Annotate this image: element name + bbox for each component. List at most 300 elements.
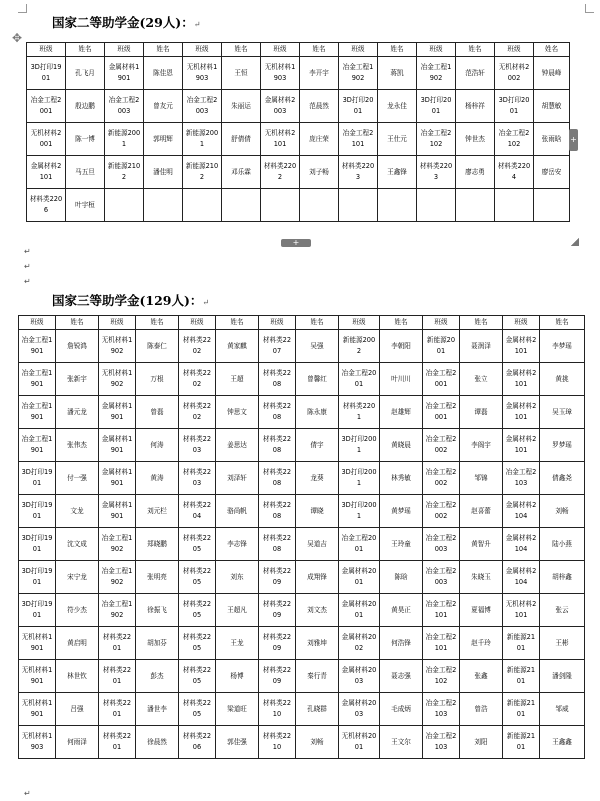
cell-name[interactable] [144, 189, 183, 222]
header-cell-name[interactable]: 姓名 [222, 43, 261, 57]
cell-name[interactable]: 秦行青 [296, 660, 339, 693]
header-cell-class[interactable]: 班级 [19, 316, 56, 330]
cell-class[interactable]: 冶金工程2101 [423, 594, 460, 627]
cell-name[interactable]: 龙葵 [296, 462, 339, 495]
cell-name[interactable]: 范晨然 [300, 90, 339, 123]
cell-class[interactable]: 新能源2101 [503, 693, 540, 726]
cell-name[interactable]: 刘泽轩 [216, 462, 259, 495]
cell-class[interactable]: 冶金工程2003 [423, 528, 460, 561]
cell-class[interactable]: 冶金工程1901 [19, 330, 56, 363]
cell-name[interactable]: 陈永康 [296, 396, 339, 429]
cell-class[interactable]: 无机材料1903 [183, 57, 222, 90]
cell-class[interactable]: 无机材料1903 [19, 726, 56, 759]
cell-class[interactable]: 材料类2206 [27, 189, 66, 222]
cell-name[interactable]: 孔飞月 [66, 57, 105, 90]
cell-name[interactable]: 李开宇 [300, 57, 339, 90]
cell-name[interactable]: 陈佳恩 [144, 57, 183, 90]
cell-name[interactable]: 曾馨红 [296, 363, 339, 396]
header-cell-class[interactable]: 班级 [495, 43, 534, 57]
cell-class[interactable]: 冶金工程2001 [27, 90, 66, 123]
cell-class[interactable]: 冶金工程2003 [423, 561, 460, 594]
cell-name[interactable]: 黄智升 [460, 528, 503, 561]
table-resize-handle-icon[interactable] [571, 238, 579, 246]
cell-name[interactable]: 王龙 [216, 627, 259, 660]
cell-name[interactable]: 舒倩倩 [222, 123, 261, 156]
cell-class[interactable]: 材料类2202 [261, 156, 300, 189]
cell-class[interactable]: 材料类2208 [259, 495, 296, 528]
cell-class[interactable]: 无机材料2001 [27, 123, 66, 156]
cell-name[interactable]: 黄家麒 [216, 330, 259, 363]
cell-class[interactable]: 材料类2205 [179, 528, 216, 561]
cell-name[interactable]: 曾浩 [460, 693, 503, 726]
cell-name[interactable]: 张明亮 [136, 561, 179, 594]
header-cell-class[interactable]: 班级 [99, 316, 136, 330]
cell-class[interactable]: 材料类2207 [259, 330, 296, 363]
cell-class[interactable]: 无机材料2001 [339, 726, 380, 759]
cell-name[interactable]: 毛成炳 [380, 693, 423, 726]
header-cell-name[interactable]: 姓名 [378, 43, 417, 57]
cell-name[interactable]: 王玲童 [380, 528, 423, 561]
table-row [19, 627, 585, 660]
cell-name[interactable]: 孔晓群 [296, 693, 339, 726]
cell-name[interactable] [222, 189, 261, 222]
cell-class[interactable]: 金属材料2002 [339, 627, 380, 660]
cell-class[interactable]: 材料类2201 [99, 726, 136, 759]
cell-class[interactable]: 材料类2208 [259, 429, 296, 462]
cell-class[interactable]: 3D打印2001 [339, 495, 380, 528]
cell-name[interactable]: 谭磊 [460, 396, 503, 429]
cell-name[interactable]: 彭杰 [136, 660, 179, 693]
table-row [19, 396, 585, 429]
cell-class[interactable]: 金属材料2101 [503, 429, 540, 462]
table-third-class-grants [18, 315, 585, 759]
cell-class[interactable]: 材料类2209 [259, 660, 296, 693]
cell-name[interactable]: 潘剑隆 [540, 660, 585, 693]
cell-name[interactable]: 赵千玲 [460, 627, 503, 660]
cell-class[interactable]: 3D打印2001 [339, 462, 380, 495]
cell-class[interactable]: 材料类2208 [259, 363, 296, 396]
header-cell-name[interactable]: 姓名 [66, 43, 105, 57]
table-move-handle-icon[interactable]: ✥ [11, 31, 23, 45]
cell-class[interactable]: 材料类2209 [259, 627, 296, 660]
cell-name[interactable]: 朱丽运 [222, 90, 261, 123]
cell-name[interactable]: 吴道吉 [296, 528, 339, 561]
cell-class[interactable]: 新能源2102 [105, 156, 144, 189]
cell-class[interactable]: 冶金工程1902 [339, 57, 378, 90]
cell-name[interactable]: 邓乐霖 [222, 156, 261, 189]
cell-name[interactable]: 叶宇桓 [66, 189, 105, 222]
cell-class[interactable]: 材料类2210 [259, 726, 296, 759]
cell-class[interactable]: 无机材料2101 [503, 594, 540, 627]
cell-class[interactable]: 冶金工程2103 [503, 462, 540, 495]
table-row [19, 429, 585, 462]
cell-class[interactable]: 新能源2101 [503, 726, 540, 759]
cell-name[interactable]: 刘阳 [460, 726, 503, 759]
cell-name[interactable]: 沈文成 [56, 528, 99, 561]
cell-name[interactable]: 朱晓玉 [460, 561, 503, 594]
cell-class[interactable]: 金属材料2001 [339, 561, 380, 594]
header-cell-class[interactable]: 班级 [339, 316, 380, 330]
cell-class[interactable] [417, 189, 456, 222]
header-cell-class[interactable]: 班级 [259, 316, 296, 330]
cell-class[interactable]: 无机材料2002 [495, 57, 534, 90]
cell-class[interactable]: 3D打印1901 [19, 594, 56, 627]
cell-name[interactable]: 刘畅 [296, 726, 339, 759]
cell-class[interactable]: 材料类2209 [259, 594, 296, 627]
cell-class[interactable] [261, 189, 300, 222]
cell-name[interactable]: 宋宁龙 [56, 561, 99, 594]
cell-name[interactable]: 王超凡 [216, 594, 259, 627]
cell-name[interactable]: 夏福博 [460, 594, 503, 627]
cell-name[interactable] [534, 189, 570, 222]
cell-name[interactable]: 王文尔 [380, 726, 423, 759]
cell-name[interactable]: 王超 [216, 363, 259, 396]
cell-name[interactable]: 黄启明 [56, 627, 99, 660]
cell-class[interactable]: 材料类2202 [179, 330, 216, 363]
cell-name[interactable]: 胡梓鑫 [540, 561, 585, 594]
cell-name[interactable]: 成翔锋 [296, 561, 339, 594]
cell-class[interactable]: 材料类2202 [179, 363, 216, 396]
cell-class[interactable]: 材料类2204 [495, 156, 534, 189]
cell-name[interactable]: 徐晨然 [136, 726, 179, 759]
header-cell-class[interactable]: 班级 [417, 43, 456, 57]
cell-class[interactable]: 冶金工程1901 [19, 429, 56, 462]
cell-class[interactable]: 无机材料1903 [261, 57, 300, 90]
cell-class[interactable]: 冶金工程2003 [105, 90, 144, 123]
cell-name[interactable]: 刘元栏 [136, 495, 179, 528]
header-cell-name[interactable]: 姓名 [540, 316, 585, 330]
cell-name[interactable]: 王彬 [540, 627, 585, 660]
cell-name[interactable]: 叶川川 [380, 363, 423, 396]
cell-class[interactable]: 新能源2001 [105, 123, 144, 156]
cell-class[interactable]: 冶金工程1901 [19, 363, 56, 396]
cell-class[interactable]: 材料类2203 [339, 156, 378, 189]
header-cell-name[interactable]: 姓名 [300, 43, 339, 57]
cell-class[interactable]: 无机材料2101 [261, 123, 300, 156]
cell-class[interactable]: 材料类2203 [417, 156, 456, 189]
cell-name[interactable]: 刘东 [216, 561, 259, 594]
table-row [19, 561, 585, 594]
cell-class[interactable]: 冶金工程2102 [417, 123, 456, 156]
cell-class[interactable]: 金属材料2101 [503, 330, 540, 363]
cell-class[interactable]: 金属材料1901 [99, 462, 136, 495]
cell-name[interactable]: 林秀敏 [380, 462, 423, 495]
cell-name[interactable]: 谭晓 [296, 495, 339, 528]
cell-name[interactable]: 郭明辉 [144, 123, 183, 156]
paragraph-mark: ↵ [193, 20, 201, 29]
cell-class[interactable]: 冶金工程2103 [423, 693, 460, 726]
cell-name[interactable]: 张新宇 [56, 363, 99, 396]
paragraph-mark: ↵ [24, 262, 31, 271]
cell-class[interactable]: 金属材料1901 [99, 495, 136, 528]
cell-name[interactable]: 何涛 [136, 429, 179, 462]
cell-name[interactable]: 刘文杰 [296, 594, 339, 627]
cell-name[interactable]: 钟思文 [216, 396, 259, 429]
cell-class[interactable]: 金属材料1901 [99, 396, 136, 429]
cell-name[interactable]: 倩宇 [296, 429, 339, 462]
cell-class[interactable] [495, 189, 534, 222]
cell-class[interactable]: 材料类2205 [179, 594, 216, 627]
cell-class[interactable]: 材料类2208 [259, 528, 296, 561]
cell-class[interactable]: 材料类2203 [179, 462, 216, 495]
cell-class[interactable] [105, 189, 144, 222]
cell-class[interactable]: 冶金工程2101 [339, 123, 378, 156]
cell-class[interactable]: 材料类2205 [179, 660, 216, 693]
cell-name[interactable]: 黄梦瑶 [380, 495, 423, 528]
header-cell-name[interactable]: 姓名 [380, 316, 423, 330]
cell-class[interactable]: 材料类2210 [259, 693, 296, 726]
cell-name[interactable]: 张伟杰 [56, 429, 99, 462]
section2-title-line [52, 291, 209, 309]
cell-class[interactable]: 冶金工程2003 [183, 90, 222, 123]
cell-class[interactable]: 材料类2205 [179, 561, 216, 594]
paragraph-mark: ↵ [24, 247, 31, 256]
table-row [19, 363, 585, 396]
cell-class[interactable]: 材料类2208 [259, 462, 296, 495]
header-cell-class[interactable]: 班级 [27, 43, 66, 57]
cell-class[interactable] [339, 189, 378, 222]
cell-name[interactable]: 李朝阳 [380, 330, 423, 363]
cell-class[interactable]: 金属材料2003 [261, 90, 300, 123]
cell-name[interactable]: 何雨泽 [56, 726, 99, 759]
cell-class[interactable] [183, 189, 222, 222]
cell-name[interactable]: 潘佳明 [144, 156, 183, 189]
cell-name[interactable]: 黄晓晨 [380, 429, 423, 462]
cell-name[interactable]: 符少杰 [56, 594, 99, 627]
cell-class[interactable]: 金属材料2104 [503, 528, 540, 561]
cell-class[interactable]: 无机材料1901 [19, 693, 56, 726]
cell-class[interactable]: 冶金工程1902 [417, 57, 456, 90]
cell-name[interactable]: 马五旦 [66, 156, 105, 189]
header-cell-name[interactable]: 姓名 [456, 43, 495, 57]
header-cell-class[interactable]: 班级 [179, 316, 216, 330]
cell-name[interactable]: 黄涛 [136, 462, 179, 495]
cell-name[interactable]: 李梦瑶 [540, 330, 585, 363]
cell-class[interactable]: 材料类2208 [259, 396, 296, 429]
cell-name[interactable]: 陆小燕 [540, 528, 585, 561]
cell-name[interactable] [300, 189, 339, 222]
cell-name[interactable] [378, 189, 417, 222]
cell-name[interactable]: 黄挑 [540, 363, 585, 396]
cell-name[interactable]: 詹锐鸿 [56, 330, 99, 363]
cell-class[interactable]: 金属材料1901 [105, 57, 144, 90]
cell-class[interactable]: 金属材料2003 [339, 660, 380, 693]
cell-name[interactable]: 文龙 [56, 495, 99, 528]
cell-class[interactable]: 无机材料1902 [99, 330, 136, 363]
cell-name[interactable]: 陈一博 [66, 123, 105, 156]
cell-name[interactable]: 罗梦瑶 [540, 429, 585, 462]
header-cell-class[interactable]: 班级 [423, 316, 460, 330]
cell-name[interactable]: 殷边鹏 [66, 90, 105, 123]
cell-class[interactable]: 无机材料1902 [99, 363, 136, 396]
cell-name[interactable]: 赵喜蕾 [460, 495, 503, 528]
cell-name[interactable]: 王鑫锋 [378, 156, 417, 189]
cell-name[interactable] [456, 189, 495, 222]
cell-class[interactable]: 3D打印1901 [27, 57, 66, 90]
cell-class[interactable]: 金属材料2101 [503, 396, 540, 429]
cell-name[interactable]: 曾友元 [144, 90, 183, 123]
cell-class[interactable]: 无机材料1901 [19, 627, 56, 660]
cell-name[interactable]: 王恒 [222, 57, 261, 90]
cell-name[interactable]: 蒋凯 [378, 57, 417, 90]
cell-class[interactable]: 冶金工程2002 [423, 495, 460, 528]
cell-name[interactable]: 胡慧敏 [534, 90, 570, 123]
cell-name[interactable]: 张鑫 [460, 660, 503, 693]
cell-class[interactable]: 材料类2202 [179, 396, 216, 429]
cell-class[interactable]: 冶金工程2001 [339, 363, 380, 396]
table-row [27, 156, 570, 189]
cell-name[interactable]: 聂志强 [380, 660, 423, 693]
cell-class[interactable]: 冶金工程2101 [423, 627, 460, 660]
cell-name[interactable]: 王鑫鑫 [540, 726, 585, 759]
cell-name[interactable]: 郑晓鹏 [136, 528, 179, 561]
cell-name[interactable]: 邹威 [540, 693, 585, 726]
cell-name[interactable]: 李志锋 [216, 528, 259, 561]
cell-name[interactable]: 范浩轩 [456, 57, 495, 90]
cell-class[interactable]: 材料类2205 [179, 627, 216, 660]
cell-name[interactable]: 廖志勇 [456, 156, 495, 189]
cell-class[interactable]: 金属材料2003 [339, 693, 380, 726]
cell-class[interactable]: 冶金工程1902 [99, 594, 136, 627]
cell-name[interactable]: 万根 [136, 363, 179, 396]
cell-name[interactable]: 刘子畅 [300, 156, 339, 189]
section1-title-line [52, 13, 200, 31]
cell-class[interactable]: 3D打印2001 [339, 90, 378, 123]
cell-class[interactable]: 材料类2204 [179, 495, 216, 528]
header-cell-name[interactable]: 姓名 [460, 316, 503, 330]
cell-name[interactable]: 付一强 [56, 462, 99, 495]
cell-class[interactable]: 材料类2209 [259, 561, 296, 594]
cell-class[interactable]: 新能源2101 [503, 627, 540, 660]
cell-class[interactable]: 冶金工程2102 [423, 660, 460, 693]
cell-class[interactable]: 冶金工程2002 [423, 462, 460, 495]
cell-class[interactable]: 冶金工程2001 [423, 363, 460, 396]
cell-class[interactable]: 冶金工程2002 [423, 429, 460, 462]
table-row [19, 660, 585, 693]
cell-class[interactable]: 金属材料2101 [27, 156, 66, 189]
table-row [27, 57, 570, 90]
cell-class[interactable]: 金属材料2101 [503, 363, 540, 396]
cell-class[interactable]: 材料类2203 [179, 429, 216, 462]
cell-class[interactable]: 材料类2201 [99, 660, 136, 693]
cell-name[interactable]: 聂润泽 [460, 330, 503, 363]
cell-name[interactable]: 黄昊正 [380, 594, 423, 627]
cell-name[interactable]: 庞庄荣 [300, 123, 339, 156]
cell-name[interactable]: 张云 [540, 594, 585, 627]
cell-class[interactable]: 冶金工程1902 [99, 528, 136, 561]
add-column-button[interactable]: + [569, 129, 578, 151]
cell-name[interactable]: 张立 [460, 363, 503, 396]
cell-class[interactable]: 冶金工程2102 [495, 123, 534, 156]
cell-name[interactable]: 钟世杰 [456, 123, 495, 156]
cell-name[interactable]: 刘畅 [540, 495, 585, 528]
cell-name[interactable]: 吕强 [56, 693, 99, 726]
cell-class[interactable]: 冶金工程2001 [339, 528, 380, 561]
header-cell-name[interactable]: 姓名 [144, 43, 183, 57]
cell-class[interactable]: 新能源2102 [183, 156, 222, 189]
cell-class[interactable]: 冶金工程2001 [423, 396, 460, 429]
cell-name[interactable]: 姜思达 [216, 429, 259, 462]
cell-name[interactable]: 杨梓祥 [456, 90, 495, 123]
cell-name[interactable]: 吴强 [296, 330, 339, 363]
cell-class[interactable]: 冶金工程1901 [19, 396, 56, 429]
cell-name[interactable]: 潘元龙 [56, 396, 99, 429]
cell-class[interactable]: 3D打印2001 [339, 429, 380, 462]
cell-name[interactable]: 李阁宇 [460, 429, 503, 462]
header-cell-name[interactable]: 姓名 [534, 43, 570, 57]
cell-name[interactable]: 梁道旺 [216, 693, 259, 726]
cell-name[interactable]: 潘世李 [136, 693, 179, 726]
cell-name[interactable]: 杨博 [216, 660, 259, 693]
cell-name[interactable]: 钟晨峰 [534, 57, 570, 90]
cell-name[interactable]: 陈晗 [380, 561, 423, 594]
cell-class[interactable]: 金属材料2104 [503, 495, 540, 528]
header-cell-class[interactable]: 班级 [105, 43, 144, 57]
header-cell-name[interactable]: 姓名 [136, 316, 179, 330]
cell-name[interactable]: 何浩锋 [380, 627, 423, 660]
cell-name[interactable]: 曾磊 [136, 396, 179, 429]
cell-class[interactable]: 材料类2201 [99, 627, 136, 660]
header-cell-name[interactable]: 姓名 [56, 316, 99, 330]
cell-name[interactable]: 邹锦 [460, 462, 503, 495]
cell-class[interactable]: 3D打印1901 [19, 462, 56, 495]
cell-name[interactable]: 胡加芬 [136, 627, 179, 660]
header-cell-class[interactable]: 班级 [261, 43, 300, 57]
cell-class[interactable]: 金属材料2104 [503, 561, 540, 594]
cell-class[interactable]: 新能源2001 [423, 330, 460, 363]
header-cell-name[interactable]: 姓名 [216, 316, 259, 330]
cell-name[interactable]: 龙永佳 [378, 90, 417, 123]
cell-class[interactable]: 冶金工程1902 [99, 561, 136, 594]
cell-name[interactable]: 廖岳安 [534, 156, 570, 189]
cell-name[interactable]: 赵雄辉 [380, 396, 423, 429]
cell-class[interactable]: 无机材料1901 [19, 660, 56, 693]
header-cell-name[interactable]: 姓名 [296, 316, 339, 330]
cell-class[interactable]: 3D打印2001 [495, 90, 534, 123]
cell-class[interactable]: 3D打印1901 [19, 561, 56, 594]
cell-name[interactable]: 郭佳强 [216, 726, 259, 759]
cell-class[interactable]: 材料类2201 [339, 396, 380, 429]
cell-class[interactable]: 新能源2002 [339, 330, 380, 363]
cell-name[interactable]: 徐振飞 [136, 594, 179, 627]
cell-name[interactable]: 骆尚帆 [216, 495, 259, 528]
cell-name[interactable]: 吴玉璋 [540, 396, 585, 429]
cell-class[interactable]: 3D打印2001 [417, 90, 456, 123]
cell-name[interactable]: 刘雅坤 [296, 627, 339, 660]
cell-class[interactable]: 材料类2205 [179, 693, 216, 726]
cell-name[interactable]: 王仕元 [378, 123, 417, 156]
cell-class[interactable]: 金属材料2001 [339, 594, 380, 627]
paragraph-mark: ↵ [24, 277, 31, 286]
cell-name[interactable]: 林世钦 [56, 660, 99, 693]
cell-name[interactable]: 倩鑫尧 [540, 462, 585, 495]
cell-class[interactable]: 材料类2206 [179, 726, 216, 759]
cell-class[interactable]: 新能源2001 [183, 123, 222, 156]
cell-class[interactable]: 冶金工程2103 [423, 726, 460, 759]
cell-class[interactable]: 材料类2201 [99, 693, 136, 726]
header-cell-class[interactable]: 班级 [183, 43, 222, 57]
cell-class[interactable]: 新能源2101 [503, 660, 540, 693]
cell-name[interactable]: 张雨晗 [534, 123, 570, 156]
cell-name[interactable]: 陈泰仁 [136, 330, 179, 363]
cell-class[interactable]: 3D打印1901 [19, 495, 56, 528]
cell-class[interactable]: 3D打印1901 [19, 528, 56, 561]
header-cell-class[interactable]: 班级 [503, 316, 540, 330]
table-header-row [27, 43, 570, 57]
cell-class[interactable]: 金属材料1901 [99, 429, 136, 462]
header-cell-class[interactable]: 班级 [339, 43, 378, 57]
add-row-button[interactable]: + [281, 239, 311, 247]
